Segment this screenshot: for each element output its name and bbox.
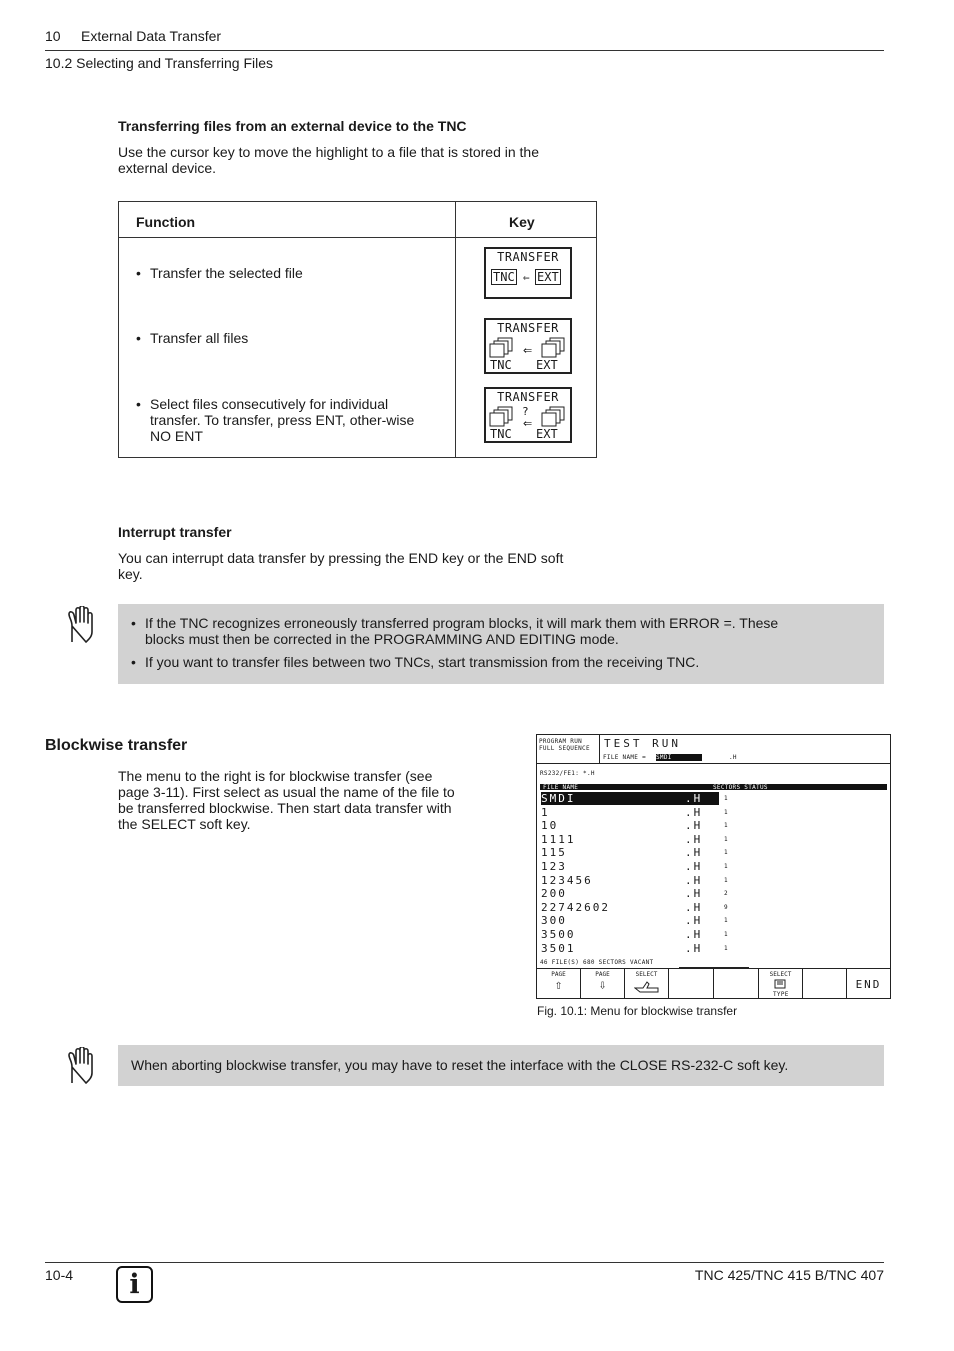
file-ext: .H xyxy=(685,900,703,914)
list-item[interactable] xyxy=(541,914,728,928)
file-ext: .H xyxy=(685,805,703,819)
arrow-up-icon: ⇧ xyxy=(554,978,563,993)
device-path: RS232/FE1: *.H xyxy=(540,770,595,777)
file-ext: .H xyxy=(685,941,703,955)
table-row xyxy=(136,396,426,444)
divider xyxy=(537,763,890,764)
list-item[interactable] xyxy=(541,873,728,887)
status-line: 46 FILE(S) 680 SECTORS VACANT xyxy=(540,959,654,966)
bullet-icon: • xyxy=(131,654,136,670)
file-sectors: 1 xyxy=(724,917,728,925)
softkey-label: PAGE xyxy=(551,971,566,978)
table-row xyxy=(136,265,426,281)
file-sectors: 1 xyxy=(724,849,728,857)
pointing-hand-select-icon xyxy=(634,979,661,993)
list-item[interactable] xyxy=(541,832,728,846)
empty-softkey[interactable] xyxy=(714,969,759,999)
figure-caption: Fig. 10.1: Menu for blockwise transfer xyxy=(537,1004,738,1018)
col-file-name: FILE NAME xyxy=(543,784,579,791)
file-sectors: 1 xyxy=(724,863,728,870)
list-item[interactable] xyxy=(541,805,728,819)
key-label: TRANSFER xyxy=(497,390,559,404)
file-sectors: 1 xyxy=(724,822,728,830)
note-text: When aborting blockwise transfer, you may have to reset the interface with the CLOSE RS-232-C soft key. xyxy=(131,1057,789,1073)
table-divider-horizontal xyxy=(119,237,596,238)
page-up-softkey[interactable] xyxy=(537,969,581,999)
file-ext: .H xyxy=(685,792,703,805)
bullet-icon: • xyxy=(131,615,136,631)
list-item[interactable] xyxy=(541,792,728,805)
interrupt-text: You can interrupt data transfer by pressing the END key or the END soft key. xyxy=(118,550,564,582)
file-name-ext: .H xyxy=(729,754,737,761)
header-rule xyxy=(45,50,884,51)
key-left: TNC xyxy=(490,358,512,372)
file-sectors: 2 xyxy=(724,890,728,898)
softkey-label: PAGE xyxy=(595,971,610,978)
softkey-label: END xyxy=(855,978,882,991)
table-row xyxy=(136,330,426,346)
transfer-intro: Use the cursor key to move the highlight to a file that is stored in the external device. xyxy=(118,144,539,176)
file-ext: .H xyxy=(685,832,703,846)
pointing-hand-icon xyxy=(66,606,98,644)
file-sectors: 1 xyxy=(724,795,728,802)
file-sectors: 1 xyxy=(724,808,728,816)
bullet-icon: • xyxy=(136,265,141,281)
file-name: 3500 xyxy=(541,928,576,941)
note-text: If you want to transfer files between two TNCs, start transmission from the receiving TNC. xyxy=(145,654,700,670)
screen-title: TEST RUN xyxy=(604,737,681,750)
key-left: TNC xyxy=(493,270,515,284)
softkey-label: SELECT xyxy=(635,971,658,978)
file-name: 300 xyxy=(541,914,567,928)
arrow-left-icon: ⇐ xyxy=(523,271,530,284)
list-item[interactable] xyxy=(541,887,728,901)
file-sectors: 9 xyxy=(724,903,728,911)
divider xyxy=(599,735,600,763)
interrupt-heading: Interrupt transfer xyxy=(118,524,232,540)
tnc-screen xyxy=(536,734,891,999)
footer-rule xyxy=(45,1262,884,1263)
bullet-icon: • xyxy=(136,330,141,346)
chapter-number: 10 xyxy=(45,28,61,44)
function-key-table xyxy=(118,201,597,458)
file-name: 3501 xyxy=(541,941,576,955)
file-name: 10 xyxy=(541,819,559,833)
softkey-sub-label: TYPE xyxy=(773,991,789,998)
file-ext: .H xyxy=(685,928,703,941)
note-box xyxy=(118,604,884,684)
file-ext: .H xyxy=(685,873,703,887)
file-ext: .H xyxy=(685,860,703,873)
file-name-label: FILE NAME = xyxy=(603,754,647,761)
question-mark: ? xyxy=(522,405,529,418)
file-ext: .H xyxy=(685,887,703,901)
info-icon: i xyxy=(116,1266,153,1303)
file-name: 22742602 xyxy=(541,900,610,914)
key-label: TRANSFER xyxy=(497,250,559,264)
function-text: Transfer the selected file xyxy=(150,265,303,281)
note-text: If the TNC recognizes erroneously transferred program blocks, it will mark them with ERROR =. These blocks must then be corrected in the PROGRAMMING AND EDITING mode. xyxy=(145,615,779,647)
file-stack-icon xyxy=(489,405,569,429)
model-name: TNC 425/TNC 415 B/TNC 407 xyxy=(694,1267,884,1283)
key-right: EXT xyxy=(536,427,558,441)
file-stack-icon xyxy=(489,336,569,360)
transfer-all-key[interactable] xyxy=(484,318,572,374)
list-item[interactable] xyxy=(541,928,728,941)
file-ext: .H xyxy=(685,846,703,860)
file-ext: .H xyxy=(685,819,703,833)
list-item xyxy=(131,654,871,670)
end-softkey[interactable] xyxy=(847,969,890,999)
mode-line-1: PROGRAM RUN xyxy=(539,738,583,745)
key-left: TNC xyxy=(490,427,512,441)
svg-text:⇐: ⇐ xyxy=(523,417,533,429)
file-sectors: 1 xyxy=(724,944,728,952)
col-header-function: Function xyxy=(136,214,196,230)
svg-text:⇐: ⇐ xyxy=(523,344,533,357)
note-box xyxy=(118,1045,884,1086)
file-name: 1 xyxy=(541,805,550,819)
file-sectors: 1 xyxy=(724,876,728,884)
list-item[interactable] xyxy=(541,900,728,914)
chapter-title: External Data Transfer xyxy=(81,28,222,44)
page-number: 10-4 xyxy=(45,1267,74,1283)
transfer-selected-key[interactable] xyxy=(484,247,572,299)
file-name: SMDI xyxy=(541,792,576,805)
col-header-key: Key xyxy=(509,214,535,230)
key-right: EXT xyxy=(537,270,559,284)
file-name: 1111 xyxy=(541,832,576,846)
list-item[interactable] xyxy=(541,860,728,873)
table-divider-vertical xyxy=(455,202,456,457)
pointing-hand-icon xyxy=(66,1047,98,1085)
key-label: TRANSFER xyxy=(497,321,559,335)
empty-softkey[interactable] xyxy=(669,969,714,999)
list-item[interactable] xyxy=(541,941,728,955)
arrow-down-icon: ⇩ xyxy=(598,978,607,993)
blockwise-text: The menu to the right is for blockwise transfer (see page 3-11). First select as usual the name of the file to be transferred blockwise. Then start data transfer with the SELECT soft key. xyxy=(118,768,455,832)
softkey-label: SELECT xyxy=(769,971,792,978)
file-name: 115 xyxy=(541,846,567,860)
col-sectors-status: SECTORS STATUS xyxy=(713,784,768,791)
file-name: 123 xyxy=(541,860,567,873)
section-title: 10.2 Selecting and Transferring Files xyxy=(45,55,274,71)
blockwise-heading: Blockwise transfer xyxy=(45,737,188,754)
file-ext: .H xyxy=(685,914,703,928)
transfer-heading: Transferring files from an external device to the TNC xyxy=(118,118,467,134)
mode-line-2: FULL SEQUENCE xyxy=(539,745,590,752)
file-name: 200 xyxy=(541,887,567,901)
function-text: Transfer all files xyxy=(150,330,249,346)
transfer-select-key[interactable] xyxy=(484,387,572,443)
file-sectors: 1 xyxy=(724,931,728,938)
list-item[interactable] xyxy=(541,819,728,833)
page-down-softkey[interactable] xyxy=(581,969,625,999)
file-name: 123456 xyxy=(541,873,593,887)
bullet-icon: • xyxy=(136,396,141,412)
file-name-value[interactable]: SMDI xyxy=(656,754,702,761)
list-item xyxy=(131,615,871,647)
select-softkey[interactable] xyxy=(625,969,669,999)
list-item[interactable] xyxy=(541,846,728,860)
empty-softkey[interactable] xyxy=(803,969,847,999)
file-sectors: 1 xyxy=(724,835,728,843)
select-type-softkey[interactable] xyxy=(759,969,803,999)
key-right: EXT xyxy=(536,358,558,372)
function-text: Select files consecutively for individual transfer. To transfer, press ENT, other-wise NO ENT xyxy=(150,396,415,444)
hand-type-icon xyxy=(773,978,789,991)
